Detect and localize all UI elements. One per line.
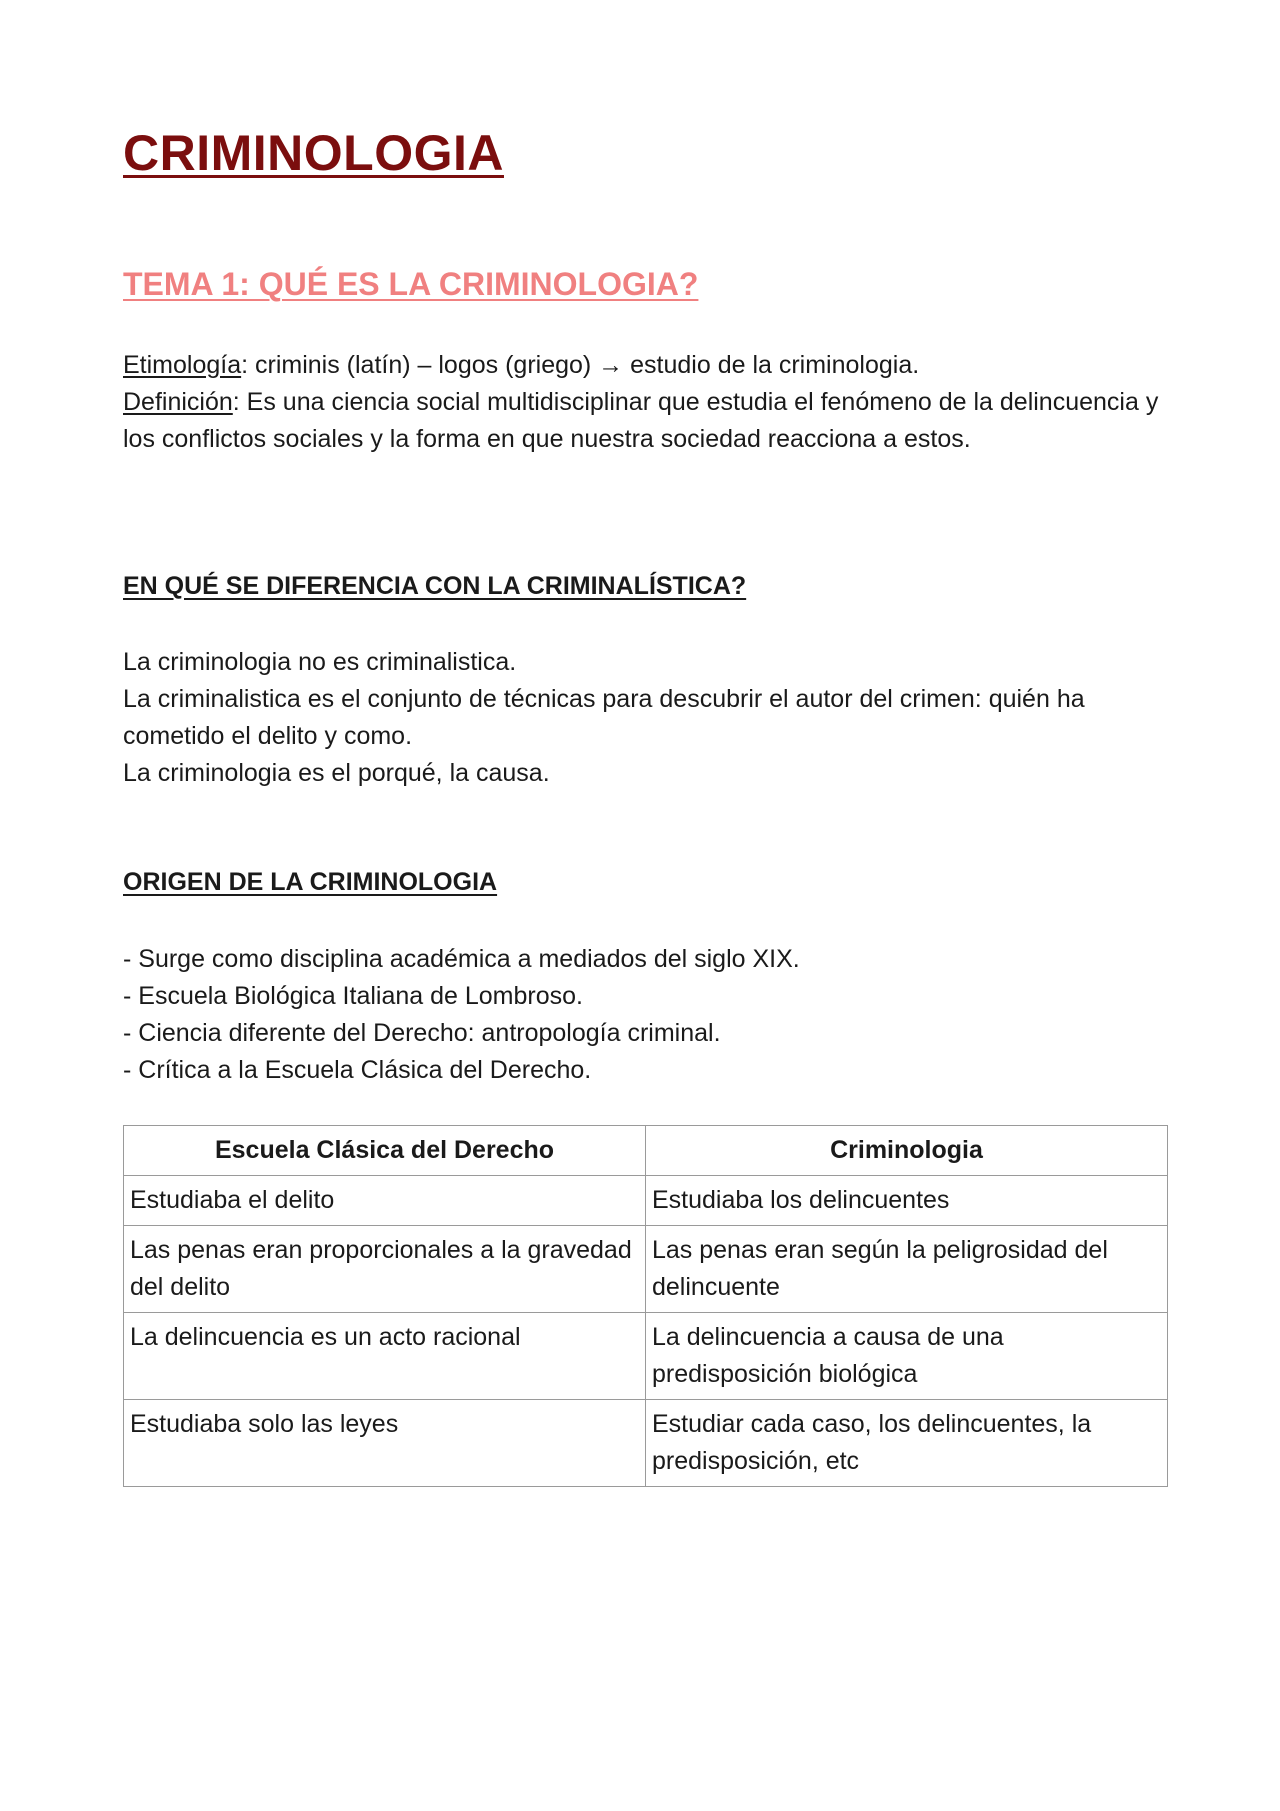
table-cell: La delincuencia a causa de una predisposición biológica (646, 1313, 1168, 1400)
diferencia-line: La criminalistica es el conjunto de técnicas para descubrir el autor del crimen: quién ha cometido el delito y como. (123, 685, 1085, 750)
table-cell: Las penas eran según la peligrosidad del delincuente (646, 1226, 1168, 1313)
table-cell: Estudiar cada caso, los delincuentes, la predisposición, etc (646, 1400, 1168, 1487)
table-cell: Las penas eran proporcionales a la gravedad del delito (124, 1226, 646, 1313)
definicion-text: : Es una ciencia social multidisciplinar que estudia el fenómeno de la delincuencia y los conflictos sociales y la forma en que nuestra sociedad reacciona a estos. (123, 388, 1159, 453)
list-item: - Ciencia diferente del Derecho: antropología criminal. (123, 1019, 721, 1047)
definicion-line (123, 384, 1168, 458)
intro-paragraph (123, 347, 1168, 458)
diferencia-line: La criminologia es el porqué, la causa. (123, 759, 550, 787)
etimologia-line (123, 347, 1168, 384)
table-cell: La delincuencia es un acto racional (124, 1313, 646, 1400)
column-header: Criminologia (646, 1126, 1168, 1176)
table-row (124, 1226, 1168, 1313)
etimologia-label: Etimología (123, 351, 242, 379)
table-header-row (124, 1126, 1168, 1176)
diferencia-line: La criminologia no es criminalistica. (123, 648, 517, 676)
table-cell: Estudiaba el delito (124, 1176, 646, 1226)
tema-title: TEMA 1: QUÉ ES LA CRIMINOLOGIA? (123, 266, 699, 302)
table-row (124, 1313, 1168, 1400)
table-row (124, 1400, 1168, 1487)
diferencia-paragraph (123, 644, 1168, 792)
etimologia-text: : criminis (latín) – logos (griego) → estudio de la criminologia. (241, 351, 920, 379)
table-cell: Estudiaba solo las leyes (124, 1400, 646, 1487)
list-item: - Crítica a la Escuela Clásica del Derecho. (123, 1056, 592, 1084)
origen-list (123, 941, 1168, 1089)
table-row (124, 1176, 1168, 1226)
column-header: Escuela Clásica del Derecho (124, 1126, 646, 1176)
list-item: - Escuela Biológica Italiana de Lombroso. (123, 982, 583, 1010)
table-cell: Estudiaba los delincuentes (646, 1176, 1168, 1226)
page-title: CRIMINOLOGIA (123, 125, 504, 181)
diferencia-heading: EN QUÉ SE DIFERENCIA CON LA CRIMINALÍSTICA? (123, 572, 747, 600)
definicion-label: Definición (123, 388, 233, 416)
list-item: - Surge como disciplina académica a mediados del siglo XIX. (123, 945, 800, 973)
origen-heading: ORIGEN DE LA CRIMINOLOGIA (123, 868, 498, 896)
comparison-table (123, 1125, 1168, 1487)
